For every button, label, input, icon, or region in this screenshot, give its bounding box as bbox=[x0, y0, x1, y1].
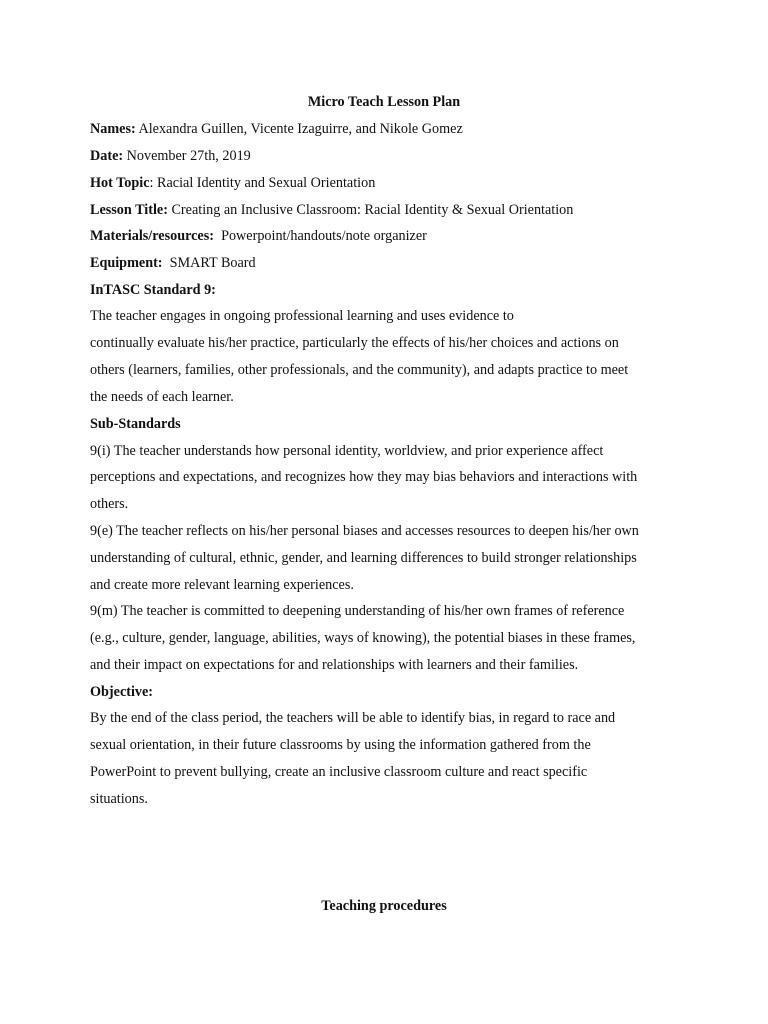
lesson-title-field bbox=[90, 201, 690, 219]
lesson-title-label: Lesson Title: bbox=[90, 202, 168, 218]
sub-standard-line: 9(i) The teacher understands how personal identity, worldview, and prior experience affect bbox=[90, 443, 604, 459]
intasc-line: The teacher engages in ongoing professional learning and uses evidence to bbox=[90, 308, 514, 324]
equipment-value: SMART Board bbox=[162, 255, 256, 271]
materials-value: Powerpoint/handouts/note organizer bbox=[213, 228, 427, 244]
materials-label: Materials/resources: bbox=[90, 228, 214, 244]
date-label: Date: bbox=[90, 148, 124, 164]
intasc-line: others (learners, families, other professionals, and the community), and adapts practice to meet bbox=[90, 362, 629, 378]
names-value: Alexandra Guillen, Vicente Izaguirre, and Nikole Gomez bbox=[135, 121, 463, 137]
sub-standard-line: and their impact on expectations for and relationships with learners and their families. bbox=[90, 657, 579, 673]
lesson-title-value: Creating an Inclusive Classroom: Racial Identity & Sexual Orientation bbox=[167, 202, 574, 218]
sub-standard-line: 9(e) The teacher reflects on his/her personal biases and accesses resources to deepen his/her own bbox=[90, 523, 639, 539]
objective-heading: Objective: bbox=[90, 684, 154, 700]
sub-standard-line: understanding of cultural, ethnic, gender, and learning differences to build stronger relationships bbox=[90, 550, 637, 566]
materials-field bbox=[90, 227, 690, 245]
hot-topic-value: : Racial Identity and Sexual Orientation bbox=[149, 175, 376, 191]
sub-standard-line: and create more relevant learning experiences. bbox=[90, 577, 354, 593]
date-field bbox=[90, 147, 690, 165]
equipment-field bbox=[90, 254, 690, 272]
objective-line: PowerPoint to prevent bullying, create an inclusive classroom culture and react specific bbox=[90, 764, 588, 780]
teaching-procedures-heading: Teaching procedures bbox=[321, 898, 447, 914]
objective-line: By the end of the class period, the teachers will be able to identify bias, in regard to race and bbox=[90, 710, 616, 726]
intasc-heading: InTASC Standard 9: bbox=[90, 282, 216, 298]
document-title: Micro Teach Lesson Plan bbox=[307, 94, 461, 110]
objective-line: situations. bbox=[90, 791, 148, 807]
intasc-line: the needs of each learner. bbox=[90, 389, 234, 405]
sub-standard-line: perceptions and expectations, and recognizes how they may bias behaviors and interactions with bbox=[90, 469, 638, 485]
sub-standard-line: 9(m) The teacher is committed to deepening understanding of his/her own frames of reference bbox=[90, 603, 625, 619]
hot-topic-field bbox=[90, 174, 690, 192]
objective-line: sexual orientation, in their future classrooms by using the information gathered from the bbox=[90, 737, 591, 753]
date-value: November 27th, 2019 bbox=[123, 148, 251, 164]
sub-standard-line: (e.g., culture, gender, language, abilities, ways of knowing), the potential biases in these frames, bbox=[90, 630, 636, 646]
sub-standards-heading: Sub-Standards bbox=[90, 416, 181, 432]
hot-topic-label: Hot Topic bbox=[90, 175, 150, 191]
equipment-label: Equipment: bbox=[90, 255, 163, 271]
sub-standard-line: others. bbox=[90, 496, 129, 512]
intasc-line: continually evaluate his/her practice, particularly the effects of his/her choices and actions on bbox=[90, 335, 619, 351]
names-field bbox=[90, 120, 690, 138]
names-label: Names: bbox=[90, 121, 136, 137]
